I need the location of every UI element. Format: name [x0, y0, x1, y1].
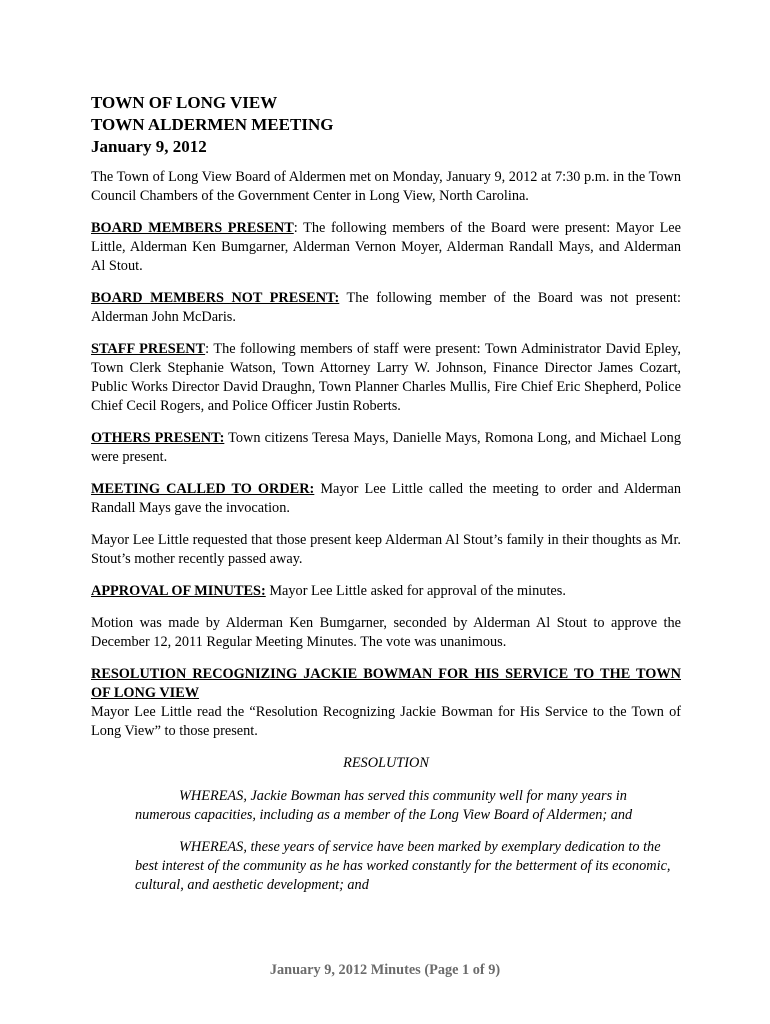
section-heading: MEETING CALLED TO ORDER: [91, 481, 315, 497]
board-not-present-paragraph [91, 289, 681, 327]
resolution-section-text: Mayor Lee Little read the “Resolution Recognizing Jackie Bowman for His Service to the Town of Long View” to those present. [91, 704, 681, 739]
section-text: The following members of the Board were present: Mayor Lee Little, Alderman Ken Bumgarner, Alderman Vernon Moyer, Alderman Randall Mays, and Alderman Al Stout. [91, 220, 681, 274]
meeting-name: TOWN ALDERMEN MEETING [91, 115, 334, 134]
section-text: The following members of staff were present: Town Administrator David Epley, Town Clerk Stephanie Watson, Town Attorney Larry W. Johnson, Finance Director James Cozart, Public Works Director David Draughn, Town Planner Charles Mullis, Fire Chief Eric Shepherd, Police Chief Cecil Rogers, and Police Officer Justin Roberts. [91, 341, 682, 414]
meeting-date: January 9, 2012 [91, 137, 207, 156]
mayor-request-paragraph: Mayor Lee Little requested that those present keep Alderman Al Stout’s family in their thoughts as Mr. Stout’s mother recently passed away. [91, 532, 681, 567]
resolution-heading: RESOLUTION [343, 755, 429, 771]
section-heading: APPROVAL OF MINUTES: [91, 583, 266, 599]
others-present-paragraph [91, 429, 681, 467]
approval-paragraph [91, 582, 681, 601]
resolution-section-heading: RESOLUTION RECOGNIZING JACKIE BOWMAN FOR HIS SERVICE TO THE TOWN OF LONG VIEW [91, 666, 681, 701]
section-text: Mayor Lee Little asked for approval of the minutes. [269, 583, 566, 599]
section-heading: BOARD MEMBERS PRESENT [91, 220, 294, 236]
page-footer: January 9, 2012 Minutes (Page 1 of 9) [269, 962, 501, 978]
board-present-paragraph: BOARD MEMBERS PRESENT: The following members of the Board were present: Mayor Lee Little, Alderman Ken Bumgarner, Alderman Vernon Moyer, Alderman Randall Mays, and Alderman Al Stout. [91, 220, 681, 274]
motion-paragraph: Motion was made by Alderman Ken Bumgarner, seconded by Alderman Al Stout to approve the December 12, 2011 Regular Meeting Minutes. The vote was unanimous. [91, 615, 681, 650]
section-text: The following member of the Board was not present: Alderman John McDaris. [91, 290, 681, 325]
whereas-clause: WHEREAS, these years of service have been marked by exemplary dedication to the best interest of the community as he has worked constantly for the betterment of its economic, cultural, and aesthetic development; and [135, 839, 671, 893]
staff-present-paragraph: STAFF PRESENT: The following members of staff were present: Town Administrator David Epley, Town Clerk Stephanie Watson, Town Attorney Larry W. Johnson, Finance Director James Cozart, Public Works Director David Draughn, Town Planner Charles Mullis, Fire Chief Eric Shepherd, Police Chief Cecil Rogers, and Police Officer Justin Roberts. [91, 341, 682, 414]
document-page [91, 92, 681, 908]
section-heading: OTHERS PRESENT: [91, 430, 225, 446]
town-name: TOWN OF LONG VIEW [91, 93, 278, 112]
document-title [91, 92, 681, 158]
intro-paragraph: The Town of Long View Board of Aldermen met on Monday, January 9, 2012 at 7:30 p.m. in the Town Council Chambers of the Government Center in Long View, North Carolina. [91, 169, 681, 204]
section-heading: BOARD MEMBERS NOT PRESENT: [91, 290, 340, 306]
section-heading: STAFF PRESENT [91, 341, 206, 357]
meeting-called-paragraph [91, 480, 681, 518]
whereas-clause: WHEREAS, Jackie Bowman has served this community well for many years in numerous capacities, including as a member of the Long View Board of Aldermen; and [135, 788, 633, 823]
section-text: Town citizens Teresa Mays, Danielle Mays, Romona Long, and Michael Long were present. [91, 430, 681, 465]
section-text: Mayor Lee Little called the meeting to order and Alderman Randall Mays gave the invocation. [91, 481, 681, 516]
